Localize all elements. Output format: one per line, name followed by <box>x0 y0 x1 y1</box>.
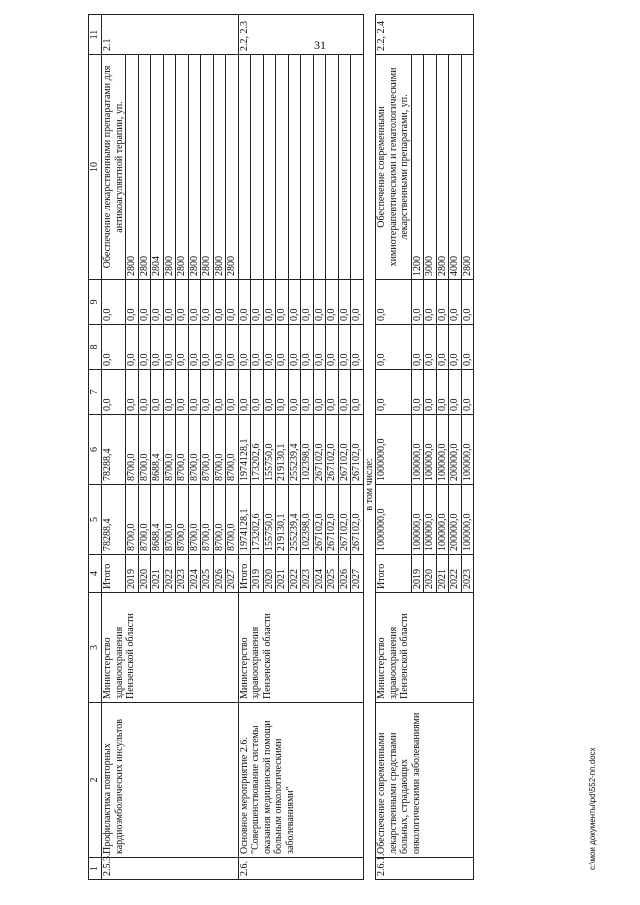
value-col9: 0,0 <box>213 280 226 325</box>
value-col9: 0,0 <box>163 280 176 325</box>
indicator-name: Обеспечение лекарственными препаратами для антикоагулянтной терапии, уп. <box>102 55 126 280</box>
header-cell: 5 <box>89 485 102 555</box>
indicator-links: 2.1 <box>102 15 239 55</box>
section-code: 2.6.1. <box>376 858 474 880</box>
value-col6: 102398,0 <box>301 415 314 485</box>
indicator-value <box>263 55 276 280</box>
total-value-col8: 0,0 <box>102 325 126 370</box>
indicator-value: 2800 <box>188 55 201 280</box>
year-cell: 2020 <box>424 555 437 593</box>
value-col9: 0,0 <box>251 280 264 325</box>
value-col8: 0,0 <box>201 325 214 370</box>
page-number: 31 <box>314 38 326 52</box>
year-cell: 2026 <box>213 555 226 593</box>
value-col5: 173202,6 <box>251 485 264 555</box>
value-col8: 0,0 <box>326 325 339 370</box>
section-title: Профилактика повторных кардиоэмболических инсультов <box>102 703 239 858</box>
header-cell: 3 <box>89 593 102 703</box>
value-col6: 173202,6 <box>251 415 264 485</box>
indicator-value <box>326 55 339 280</box>
value-col7: 0,0 <box>276 370 289 415</box>
value-col8: 0,0 <box>424 325 437 370</box>
value-col8: 0,0 <box>338 325 351 370</box>
value-col7: 0,0 <box>301 370 314 415</box>
year-cell: 2023 <box>301 555 314 593</box>
section-total-row <box>102 15 126 880</box>
indicator-value <box>313 55 326 280</box>
value-col6: 8700,0 <box>163 415 176 485</box>
value-col8: 0,0 <box>213 325 226 370</box>
value-col7: 0,0 <box>138 370 151 415</box>
year-cell: 2027 <box>226 555 239 593</box>
value-col6: 255239,4 <box>288 415 301 485</box>
year-cell: 2020 <box>138 555 151 593</box>
subtotal-note: в том числе: <box>363 415 376 555</box>
year-cell: 2025 <box>201 555 214 593</box>
value-col8: 0,0 <box>436 325 449 370</box>
year-cell: 2021 <box>436 555 449 593</box>
value-col6: 100000,0 <box>411 415 424 485</box>
value-col8: 0,0 <box>138 325 151 370</box>
year-cell: 2024 <box>313 555 326 593</box>
value-col5: 8700,0 <box>138 485 151 555</box>
value-col7: 0,0 <box>263 370 276 415</box>
section-title: Обеспечение современными лекарственными средствами больных, страдающих онкологическими заболеваниями <box>376 703 474 858</box>
value-col6: 8700,0 <box>226 415 239 485</box>
value-col9: 0,0 <box>351 280 364 325</box>
header-cell: 11 <box>89 15 102 55</box>
value-col5: 8700,0 <box>201 485 214 555</box>
year-cell: 2026 <box>338 555 351 593</box>
value-col6: 8700,0 <box>201 415 214 485</box>
section-title: Основное мероприятие 2.6. "Совершенствование системы оказания медицинской помощи больным онкологическими заболеваниями" <box>238 703 363 858</box>
spacer-cell <box>363 555 376 880</box>
value-col7: 0,0 <box>201 370 214 415</box>
value-col7: 0,0 <box>338 370 351 415</box>
indicator-value: 2800 <box>176 55 189 280</box>
total-value-col7: 0,0 <box>102 370 126 415</box>
value-col5: 8700,0 <box>188 485 201 555</box>
value-col9: 0,0 <box>226 280 239 325</box>
total-label: Итого <box>238 555 251 593</box>
value-col5: 100000,0 <box>436 485 449 555</box>
value-col9: 0,0 <box>424 280 437 325</box>
subtotal-note-row <box>363 15 376 880</box>
value-col7: 0,0 <box>449 370 462 415</box>
value-col7: 0,0 <box>411 370 424 415</box>
value-col6: 8700,0 <box>213 415 226 485</box>
value-col6: 100000,0 <box>424 415 437 485</box>
indicator-value: 2800 <box>213 55 226 280</box>
total-value-col6: 1974128,1 <box>238 415 251 485</box>
total-value-col7: 0,0 <box>238 370 251 415</box>
value-col7: 0,0 <box>176 370 189 415</box>
value-col9: 0,0 <box>126 280 139 325</box>
section-total-row <box>376 15 412 880</box>
value-col5: 267102,0 <box>313 485 326 555</box>
indicator-value: 2800 <box>201 55 214 280</box>
value-col6: 8700,0 <box>176 415 189 485</box>
total-value-col5: 78288,4 <box>102 485 126 555</box>
value-col7: 0,0 <box>126 370 139 415</box>
value-col7: 0,0 <box>213 370 226 415</box>
header-cell: 1 <box>89 858 102 880</box>
year-cell: 2022 <box>288 555 301 593</box>
total-value-col8: 0,0 <box>238 325 251 370</box>
total-value-col5: 1000000,0 <box>376 485 412 555</box>
indicator-links: 2.2, 2.3 <box>238 15 363 55</box>
indicator-value <box>276 55 289 280</box>
indicator-value: 2800 <box>126 55 139 280</box>
total-label: Итого <box>376 555 412 593</box>
value-col9: 0,0 <box>176 280 189 325</box>
value-col5: 8700,0 <box>213 485 226 555</box>
year-cell: 2019 <box>251 555 264 593</box>
value-col5: 100000,0 <box>411 485 424 555</box>
year-cell: 2023 <box>461 555 474 593</box>
value-col5: 100000,0 <box>424 485 437 555</box>
year-cell: 2022 <box>449 555 462 593</box>
value-col6: 267102,0 <box>338 415 351 485</box>
total-value-col9: 0,0 <box>238 280 251 325</box>
total-value-col9: 0,0 <box>376 280 412 325</box>
header-cell: 2 <box>89 703 102 858</box>
total-value-col8: 0,0 <box>376 325 412 370</box>
value-col5: 219130,1 <box>276 485 289 555</box>
value-col6: 100000,0 <box>436 415 449 485</box>
indicator-value: 3000 <box>424 55 437 280</box>
file-path-footer: c:\мои документы\pd\552-пп.docx <box>588 747 597 870</box>
indicator-value: 2800 <box>163 55 176 280</box>
header-cell: 7 <box>89 370 102 415</box>
year-cell: 2024 <box>188 555 201 593</box>
value-col6: 8700,0 <box>138 415 151 485</box>
year-cell: 2019 <box>126 555 139 593</box>
value-col6: 155750,0 <box>263 415 276 485</box>
section-code: 2.5.3. <box>102 858 239 880</box>
value-col9: 0,0 <box>411 280 424 325</box>
year-cell: 2027 <box>351 555 364 593</box>
value-col9: 0,0 <box>188 280 201 325</box>
value-col7: 0,0 <box>226 370 239 415</box>
value-col7: 0,0 <box>424 370 437 415</box>
value-col9: 0,0 <box>301 280 314 325</box>
value-col8: 0,0 <box>188 325 201 370</box>
indicator-value: 2800 <box>138 55 151 280</box>
year-cell: 2019 <box>411 555 424 593</box>
value-col8: 0,0 <box>449 325 462 370</box>
value-col5: 102398,0 <box>301 485 314 555</box>
rotated-table-container <box>88 15 578 880</box>
spacer-cell <box>363 15 376 415</box>
indicator-value <box>251 55 264 280</box>
value-col8: 0,0 <box>176 325 189 370</box>
executor-cell: Министерство здравоохранения Пензенской области <box>238 593 363 703</box>
value-col5: 8700,0 <box>226 485 239 555</box>
value-col8: 0,0 <box>351 325 364 370</box>
value-col9: 0,0 <box>338 280 351 325</box>
value-col5: 155750,0 <box>263 485 276 555</box>
value-col9: 0,0 <box>326 280 339 325</box>
total-label: Итого <box>102 555 126 593</box>
value-col8: 0,0 <box>276 325 289 370</box>
value-col8: 0,0 <box>163 325 176 370</box>
value-col6: 8700,0 <box>188 415 201 485</box>
indicator-links: 2.2, 2.4 <box>376 15 474 55</box>
value-col6: 267102,0 <box>326 415 339 485</box>
header-cell: 4 <box>89 555 102 593</box>
value-col6: 8700,0 <box>126 415 139 485</box>
value-col5: 8700,0 <box>176 485 189 555</box>
value-col5: 8700,0 <box>163 485 176 555</box>
value-col9: 0,0 <box>436 280 449 325</box>
executor-cell: Министерство здравоохранения Пензенской области <box>102 593 239 703</box>
value-col6: 8688,4 <box>151 415 164 485</box>
header-cell: 10 <box>89 55 102 280</box>
value-col7: 0,0 <box>326 370 339 415</box>
total-value-col6: 1000000,0 <box>376 415 412 485</box>
value-col5: 267102,0 <box>326 485 339 555</box>
year-cell: 2020 <box>263 555 276 593</box>
value-col8: 0,0 <box>151 325 164 370</box>
budget-table <box>88 14 474 880</box>
value-col7: 0,0 <box>436 370 449 415</box>
value-col8: 0,0 <box>126 325 139 370</box>
value-col5: 267102,0 <box>351 485 364 555</box>
indicator-name <box>238 55 251 280</box>
value-col8: 0,0 <box>313 325 326 370</box>
value-col9: 0,0 <box>263 280 276 325</box>
indicator-value <box>288 55 301 280</box>
value-col5: 267102,0 <box>338 485 351 555</box>
value-col5: 8688,4 <box>151 485 164 555</box>
section-code: 2.6. <box>238 858 363 880</box>
value-col9: 0,0 <box>201 280 214 325</box>
value-col9: 0,0 <box>288 280 301 325</box>
indicator-value: 2804 <box>151 55 164 280</box>
year-cell: 2022 <box>163 555 176 593</box>
executor-cell: Министерство здравоохранения Пензенской области <box>376 593 474 703</box>
value-col6: 100000,0 <box>461 415 474 485</box>
value-col5: 200000,0 <box>449 485 462 555</box>
section-total-row <box>238 15 251 880</box>
indicator-value: 2800 <box>436 55 449 280</box>
value-col8: 0,0 <box>251 325 264 370</box>
indicator-value: 2800 <box>226 55 239 280</box>
indicator-value <box>301 55 314 280</box>
total-value-col7: 0,0 <box>376 370 412 415</box>
year-cell: 2023 <box>176 555 189 593</box>
value-col7: 0,0 <box>188 370 201 415</box>
value-col6: 200000,0 <box>449 415 462 485</box>
year-cell: 2021 <box>276 555 289 593</box>
value-col9: 0,0 <box>276 280 289 325</box>
value-col6: 219130,1 <box>276 415 289 485</box>
value-col9: 0,0 <box>461 280 474 325</box>
indicator-value <box>338 55 351 280</box>
year-cell: 2021 <box>151 555 164 593</box>
value-col7: 0,0 <box>313 370 326 415</box>
value-col5: 255239,4 <box>288 485 301 555</box>
total-value-col9: 0,0 <box>102 280 126 325</box>
value-col9: 0,0 <box>138 280 151 325</box>
value-col9: 0,0 <box>313 280 326 325</box>
header-cell: 6 <box>89 415 102 485</box>
indicator-value: 2800 <box>461 55 474 280</box>
header-cell: 8 <box>89 325 102 370</box>
header-cell: 9 <box>89 280 102 325</box>
indicator-value: 4000 <box>449 55 462 280</box>
indicator-value: 1200 <box>411 55 424 280</box>
value-col8: 0,0 <box>226 325 239 370</box>
value-col8: 0,0 <box>411 325 424 370</box>
value-col5: 8700,0 <box>126 485 139 555</box>
value-col7: 0,0 <box>151 370 164 415</box>
value-col8: 0,0 <box>301 325 314 370</box>
total-value-col6: 78288,4 <box>102 415 126 485</box>
value-col8: 0,0 <box>288 325 301 370</box>
value-col8: 0,0 <box>461 325 474 370</box>
value-col7: 0,0 <box>461 370 474 415</box>
header-row <box>89 15 102 880</box>
total-value-col5: 1974128,1 <box>238 485 251 555</box>
value-col7: 0,0 <box>288 370 301 415</box>
indicator-value <box>351 55 364 280</box>
value-col9: 0,0 <box>449 280 462 325</box>
value-col6: 267102,0 <box>313 415 326 485</box>
value-col8: 0,0 <box>263 325 276 370</box>
indicator-name: Обеспечение современными химиотерапевтическими и гематологическими лекарственными препаратами, уп. <box>376 55 412 280</box>
value-col9: 0,0 <box>151 280 164 325</box>
value-col6: 267102,0 <box>351 415 364 485</box>
value-col7: 0,0 <box>251 370 264 415</box>
year-cell: 2025 <box>326 555 339 593</box>
value-col5: 100000,0 <box>461 485 474 555</box>
value-col7: 0,0 <box>163 370 176 415</box>
value-col7: 0,0 <box>351 370 364 415</box>
